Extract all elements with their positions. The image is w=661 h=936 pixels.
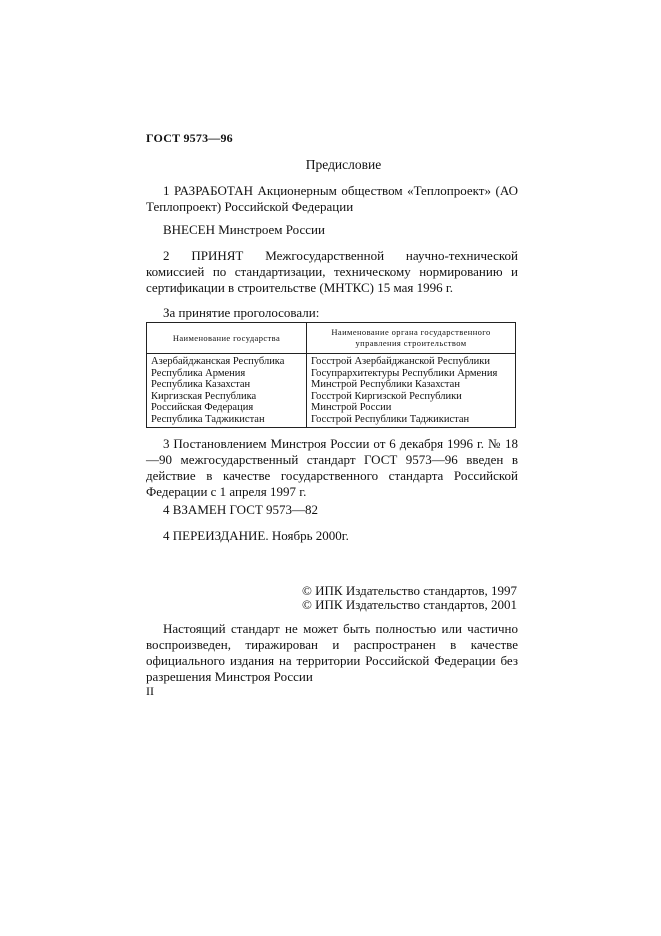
table-cell-body: Минстрой России [311, 402, 392, 413]
state-column [147, 354, 307, 427]
table-cell-state: Республика Казахстан [151, 379, 251, 390]
table-cell-state: Российская Федерация [151, 402, 254, 413]
copyright-1997: © ИПК Издательство стандартов, 1997 [302, 583, 517, 598]
page-number: II [146, 684, 154, 698]
header-body: Наименование органа государственного управления строительством [331, 327, 491, 348]
table-body [147, 354, 515, 427]
paragraph-voted: За принятие проголосовали: [163, 305, 320, 320]
table-cell-state: Республика Армения [151, 367, 246, 379]
document-code: ГОСТ 9573—96 [146, 131, 233, 145]
table-cell-body: Госстрой Республики Таджикистан [311, 413, 470, 425]
paragraph-resolution: 3 Постановлением Минстроя России от 6 декабря 1996 г. № 18—90 межгосударственный стандарт ГОСТ 9573—96 введен в действие в качестве государственного стандарта Российской Федерации с 1 апреля 1997 г. [146, 436, 518, 499]
paragraph-notice: Настоящий стандарт не может быть полностью или частично воспроизведен, тиражирован и распространен в качестве официального издания на территории Российской Федерации без разрешения Минстроя России [146, 621, 518, 684]
table-cell-body: Госстрой Азербайджанской Республики [311, 356, 490, 367]
table-cell-body: Минстрой Республики Казахстан [311, 379, 460, 390]
voting-table [146, 322, 516, 428]
table-header [147, 323, 515, 354]
paragraph-reissue: 4 ПЕРЕИЗДАНИЕ. Ноябрь 2000г. [163, 528, 349, 543]
paragraph-developed: 1 РАЗРАБОТАН Акционерным обществом «Теплопроект» (АО Теплопроект) Российской Федерации [146, 183, 518, 214]
table-cell-state: Азербайджанская Республика [151, 356, 285, 367]
body-column [307, 354, 515, 427]
foreword-heading: Предисловие [305, 157, 382, 172]
header-state: Наименование государства [147, 323, 307, 353]
table-cell-state: Киргизская Республика [151, 390, 257, 402]
copyright-2001: © ИПК Издательство стандартов, 2001 [302, 597, 517, 612]
table-cell-body: Госупрархитектуры Республики Армения [311, 367, 498, 379]
table-cell-body: Госстрой Киргизской Республики [311, 390, 462, 402]
table-cell-state: Республика Таджикистан [151, 413, 265, 425]
paragraph-adopted: 2 ПРИНЯТ Межгосударственной научно-технической комиссией по стандартизации, техническому нормированию и сертификации в строительстве (МНТКС) 15 мая 1996 г. [146, 248, 518, 295]
paragraph-replaces: 4 ВЗАМЕН ГОСТ 9573—82 [163, 502, 319, 517]
paragraph-introduced: ВНЕСЕН Минстроем России [163, 222, 325, 237]
